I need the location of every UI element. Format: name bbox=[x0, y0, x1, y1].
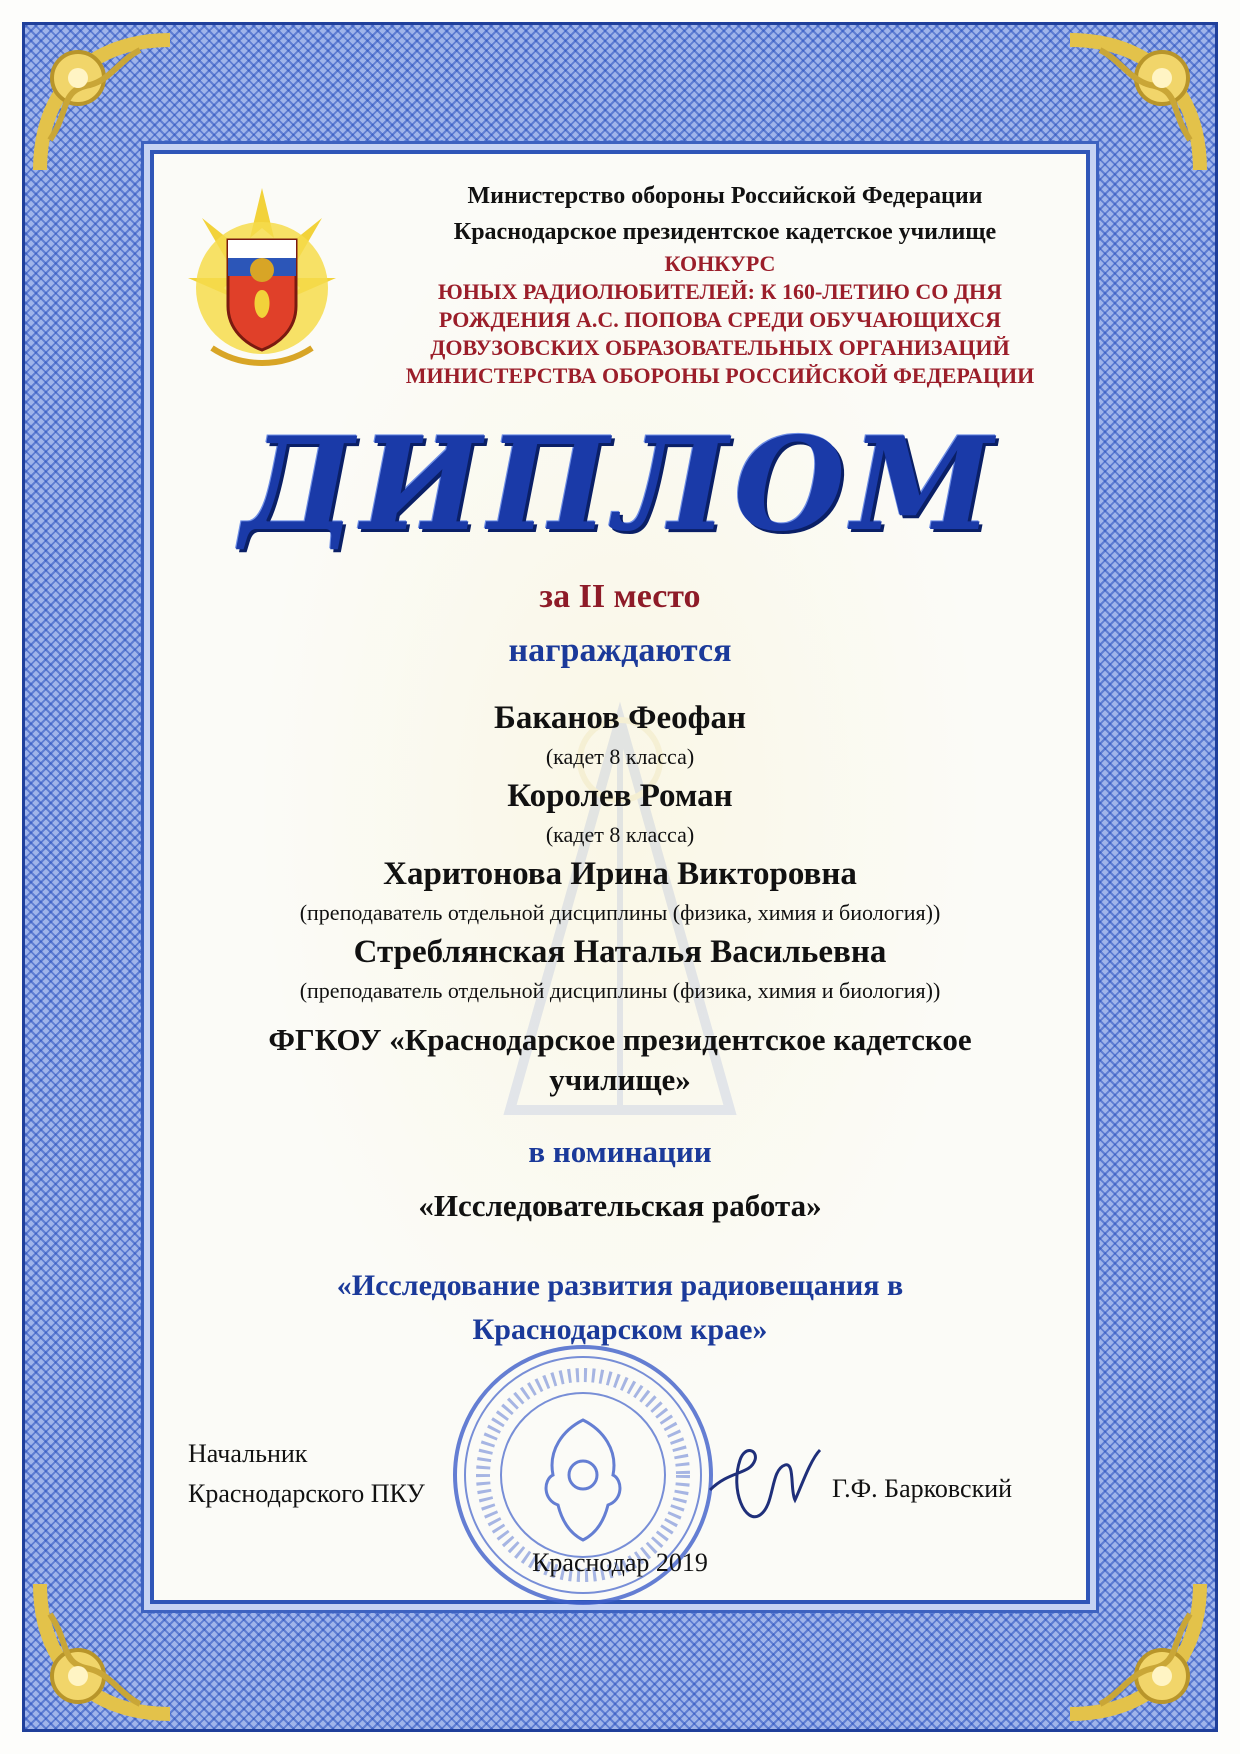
awardee-name: Баканов Феофан bbox=[494, 700, 746, 736]
awardee-role: (кадет 8 класса) bbox=[545, 744, 695, 769]
signatory-position-line-1: Начальник bbox=[188, 1439, 308, 1468]
ministry-line: Министерство обороны Российской Федерации bbox=[467, 183, 983, 209]
handwritten-signature-icon bbox=[700, 1430, 840, 1540]
place-and-year: Краснодар 2019 bbox=[532, 1548, 708, 1577]
organization-line-1: ФГКОУ «Краснодарское президентское кадетское bbox=[268, 1022, 972, 1057]
awardee bbox=[180, 774, 1060, 852]
signatory-position bbox=[188, 1434, 508, 1514]
awardee-role: (преподаватель отдельной дисциплины (физика, химия и биология)) bbox=[299, 900, 941, 925]
work-title-line-1: «Исследование развития радиовещания в bbox=[336, 1269, 904, 1302]
contest-line-1: КОНКУРС bbox=[664, 251, 776, 276]
nomination-value: «Исследовательская работа» bbox=[418, 1188, 822, 1223]
awardee-role: (преподаватель отдельной дисциплины (физика, химия и биология)) bbox=[299, 978, 941, 1003]
diploma-title-text: ДИПЛОМ bbox=[240, 410, 1000, 560]
awardee-role: (кадет 8 класса) bbox=[545, 822, 695, 847]
corner-ornament-icon bbox=[30, 30, 180, 180]
contest-line-4: ДОВУЗОВСКИХ ОБРАЗОВАТЕЛЬНЫХ ОРГАНИЗАЦИЙ bbox=[430, 335, 1010, 360]
nomination-label: в номинации bbox=[528, 1134, 712, 1169]
diploma-title bbox=[240, 400, 1000, 570]
contest-line-2: ЮНЫХ РАДИОЛЮБИТЕЛЕЙ: К 160-ЛЕТИЮ СО ДНЯ bbox=[437, 279, 1003, 304]
awardee-name: Харитонова Ирина Викторовна bbox=[383, 856, 857, 892]
awardee bbox=[180, 930, 1060, 1008]
work-title bbox=[210, 1264, 1030, 1352]
award-place: за II место bbox=[539, 578, 701, 615]
signatory-name: Г.Ф. Барковский bbox=[832, 1474, 1013, 1503]
organization-line-2: училище» bbox=[549, 1062, 691, 1097]
awardee bbox=[180, 696, 1060, 774]
awardee bbox=[180, 852, 1060, 930]
awardees-list bbox=[180, 696, 1060, 1008]
school-line: Краснодарское президентское кадетское училище bbox=[453, 219, 997, 245]
corner-ornament-icon bbox=[1060, 1574, 1210, 1724]
awardee-name: Стреблянская Наталья Васильевна bbox=[353, 934, 887, 970]
contest-title bbox=[330, 250, 1110, 390]
awarded-label: награждаются bbox=[508, 632, 732, 669]
contest-line-5: МИНИСТЕРСТВА ОБОРОНЫ РОССИЙСКОЙ ФЕДЕРАЦИИ bbox=[405, 363, 1035, 388]
work-title-line-2: Краснодарском крае» bbox=[472, 1313, 768, 1346]
issuer-header bbox=[360, 178, 1090, 250]
school-emblem-icon bbox=[182, 178, 342, 378]
corner-ornament-icon bbox=[1060, 30, 1210, 180]
signatory-position-line-2: Краснодарского ПКУ bbox=[188, 1479, 425, 1508]
organization-name bbox=[180, 1020, 1060, 1100]
corner-ornament-icon bbox=[30, 1574, 180, 1724]
awardee-name: Королев Роман bbox=[507, 778, 733, 814]
contest-line-3: РОЖДЕНИЯ А.С. ПОПОВА СРЕДИ ОБУЧАЮЩИХСЯ bbox=[438, 307, 1002, 332]
